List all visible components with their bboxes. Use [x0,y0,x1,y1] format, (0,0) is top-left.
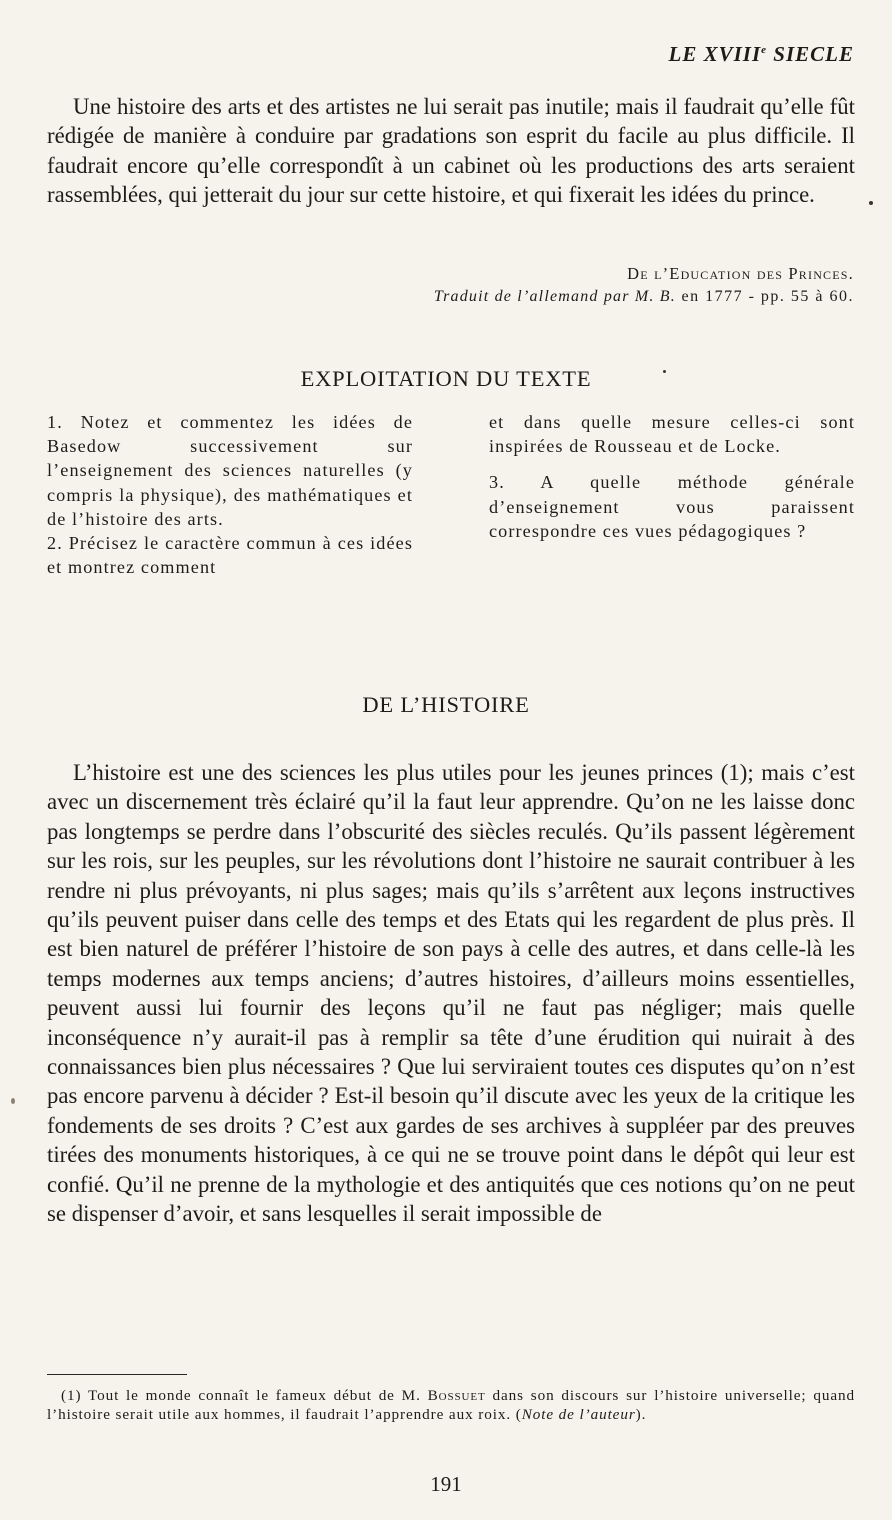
paper-speck [869,201,873,205]
footnote [47,1386,855,1424]
footnote-note: Note de l’auteur [521,1406,636,1423]
histoire-paragraph-text: L’histoire est une des sciences les plus utiles pour les jeunes princes (1); mais c’est avec un discernement très éclairé qu’il la faut leur apprendre. Qu’on ne les laisse donc pas longtemps se perdre dans l’obscurité des siècles reculés. Qu’ils passent légèrement sur les rois, sur les peuples, sur les révolutions dont l’histoire ne saurait contribuer à les rendre ni plus prévoyants, ni plus sages; mais qu’ils s’arrêtent aux leçons instructives qu’ils peuvent puiser dans celle des temps et des Etats qui les regardent de plus près. Il est bien naturel de préférer l’histoire de son pays à celle des autres, et dans celle-là les temps modernes aux temps anciens; d’autres histoires, d’ailleurs moins essentielles, peuvent aussi lui fournir des leçons qu’il ne faut pas négliger; mais quelle inconséquence n’y aurait-il pas à remplir sa tête d’une érudition qui nuirait à des connaissances bien plus nécessaires ? Que lui serviraient toutes ces disputes qu’on n’est pas encore parvenu à décider ? Est-il besoin qu’il discute avec les yeux de la critique les fondements de ses droits ? C’est aux gardes de ses archives à suppléer par des preuves tirées des monuments historiques, à ce qui ne se trouve point dans le dépôt qui leur est confié. Qu’il ne prenne de la mythologie et des antiquités que ces notions qu’on ne peut se dispenser d’avoir, et sans lesquelles il serait impossible de [47,760,855,1227]
exploitation-title: EXPLOITATION DU TEXTE [300,366,592,391]
page-number: 191 [430,1472,462,1496]
histoire-paragraph [47,758,855,1229]
footnote-rule [47,1374,187,1375]
source-title: De l’Education des Princes. [627,264,854,283]
source-detail [434,288,854,306]
question-1: 1. Notez et commentez les idées de Basedow successivement sur l’enseignement des sciences naturelles (y compris la physique), des mathématiques et de l’histoire des arts. [47,412,413,529]
question-2-start: 2. Précisez le caractère commun à ces idées et montrez comment [47,533,413,578]
source-translated: Traduit de l’allemand par M. B. [433,288,676,305]
footnote-text-middle: dans son discours sur l’histoire universelle; quand l’histoire serait utile aux hommes, il faudrait l’apprendre aux roix. ( [47,1387,856,1423]
paper-speck [663,370,666,373]
questions-left-column [47,410,413,579]
footnote-author-name: Bossuet [427,1387,486,1404]
questions-right-column [489,410,855,579]
footnote-text-start: (1) Tout le monde connaît le fameux début de M. [61,1387,428,1404]
running-head-text-end: SIECLE [767,42,854,66]
quote-paragraph [47,92,855,210]
footnote-text-end: ). [635,1406,647,1423]
running-head-text: LE XVIII [668,42,762,66]
questions-columns [47,410,855,579]
running-head-superscript: e [761,44,768,56]
running-head [669,42,854,67]
histoire-title: DE L’HISTOIRE [362,692,530,717]
question-3: 3. A quelle méthode générale d’enseignement vous paraissent correspondre ces vues pédagogiques ? [489,472,855,541]
question-2-end: et dans quelle mesure celles-ci sont inspirées de Rousseau et de Locke. [489,412,855,457]
source-detail-text: en 1777 - pp. 55 à 60. [675,288,854,305]
quote-paragraph-text: Une histoire des arts et des artistes ne lui serait pas inutile; mais il faudrait qu’elle fût rédigée de manière à conduire par gradations son esprit du facile au plus difficile. Il faudrait encore qu’elle correspondît à un cabinet où les productions des arts seraient rassemblées, qui jetterait du jour sur cette histoire, et qui fixerait les idées du prince. [47,94,855,208]
paper-speck [11,1098,15,1104]
